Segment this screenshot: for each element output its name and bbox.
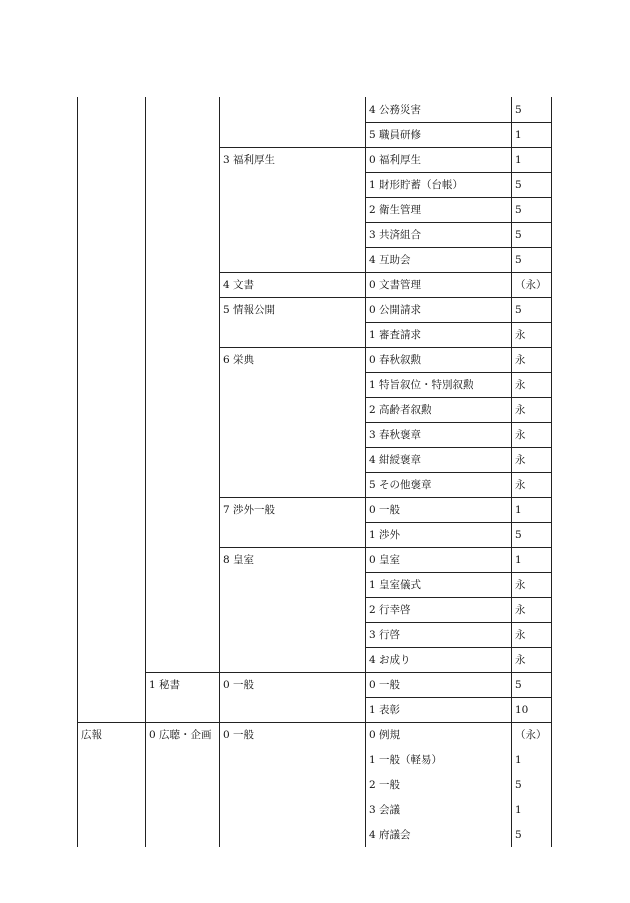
section-cell	[220, 623, 366, 648]
subcategory-cell	[146, 448, 220, 473]
section-cell	[220, 648, 366, 673]
table-row	[78, 748, 552, 773]
category-cell	[78, 123, 146, 148]
section-cell	[220, 123, 366, 148]
section-cell	[220, 398, 366, 423]
subcategory-cell	[146, 298, 220, 323]
table-row	[78, 123, 552, 148]
category-cell	[78, 398, 146, 423]
section-cell: 4 文書	[220, 273, 366, 298]
item-cell: 2 一般	[366, 773, 512, 798]
category-cell	[78, 148, 146, 173]
table-row	[78, 548, 552, 573]
section-cell	[220, 223, 366, 248]
table-row	[78, 473, 552, 498]
table-row	[78, 698, 552, 723]
section-cell	[220, 473, 366, 498]
section-cell	[220, 748, 366, 773]
retention-period-cell: 1	[512, 748, 552, 773]
subcategory-cell	[146, 198, 220, 223]
subcategory-cell	[146, 623, 220, 648]
category-cell	[78, 348, 146, 373]
subcategory-cell	[146, 423, 220, 448]
table-row	[78, 773, 552, 798]
category-cell	[78, 823, 146, 848]
item-cell: 1 特旨叙位・特別叙勲	[366, 373, 512, 398]
table-row	[78, 823, 552, 848]
retention-period-cell: 5	[512, 248, 552, 273]
retention-period-cell: 永	[512, 423, 552, 448]
retention-period-cell: 5	[512, 523, 552, 548]
retention-period-cell: 永	[512, 573, 552, 598]
subcategory-cell	[146, 473, 220, 498]
item-cell: 3 共済組合	[366, 223, 512, 248]
retention-period-cell: 永	[512, 598, 552, 623]
table-row	[78, 723, 552, 748]
table-row	[78, 198, 552, 223]
item-cell: 1 財形貯蓄（台帳）	[366, 173, 512, 198]
section-cell	[220, 523, 366, 548]
section-cell	[220, 98, 366, 123]
item-cell: 1 審査請求	[366, 323, 512, 348]
category-cell	[78, 673, 146, 698]
table-row	[78, 273, 552, 298]
subcategory-cell	[146, 523, 220, 548]
section-cell	[220, 373, 366, 398]
subcategory-cell	[146, 798, 220, 823]
category-cell	[78, 623, 146, 648]
category-cell	[78, 173, 146, 198]
section-cell: 3 福利厚生	[220, 148, 366, 173]
subcategory-cell	[146, 123, 220, 148]
retention-period-cell: 永	[512, 323, 552, 348]
subcategory-cell	[146, 173, 220, 198]
item-cell: 0 公開請求	[366, 298, 512, 323]
table-row	[78, 598, 552, 623]
table-row	[78, 448, 552, 473]
category-cell	[78, 648, 146, 673]
retention-period-cell: 1	[512, 798, 552, 823]
subcategory-cell	[146, 773, 220, 798]
subcategory-cell	[146, 648, 220, 673]
subcategory-cell	[146, 148, 220, 173]
category-cell	[78, 548, 146, 573]
item-cell: 1 表彰	[366, 698, 512, 723]
table-row	[78, 348, 552, 373]
item-cell: 1 一般（軽易）	[366, 748, 512, 773]
item-cell: 1 皇室儀式	[366, 573, 512, 598]
table-row	[78, 173, 552, 198]
section-cell	[220, 198, 366, 223]
item-cell: 0 春秋叙勲	[366, 348, 512, 373]
item-cell: 3 会議	[366, 798, 512, 823]
item-cell: 0 福利厚生	[366, 148, 512, 173]
subcategory-cell	[146, 573, 220, 598]
item-cell: 1 渉外	[366, 523, 512, 548]
retention-period-cell: 10	[512, 698, 552, 723]
table-row	[78, 373, 552, 398]
section-cell	[220, 823, 366, 848]
table-row	[78, 673, 552, 698]
subcategory-cell	[146, 748, 220, 773]
table-row	[78, 323, 552, 348]
section-cell	[220, 248, 366, 273]
retention-period-cell: 1	[512, 123, 552, 148]
category-cell	[78, 773, 146, 798]
section-cell: 6 栄典	[220, 348, 366, 373]
section-cell	[220, 423, 366, 448]
category-cell	[78, 298, 146, 323]
subcategory-cell	[146, 223, 220, 248]
category-cell	[78, 748, 146, 773]
table-row	[78, 573, 552, 598]
item-cell: 0 皇室	[366, 548, 512, 573]
retention-period-cell: 1	[512, 498, 552, 523]
retention-period-cell: 5	[512, 823, 552, 848]
item-cell: 4 互助会	[366, 248, 512, 273]
subcategory-cell	[146, 398, 220, 423]
retention-period-cell: （永）	[512, 273, 552, 298]
subcategory-cell	[146, 98, 220, 123]
category-cell	[78, 523, 146, 548]
subcategory-cell	[146, 373, 220, 398]
section-cell	[220, 448, 366, 473]
section-cell: 7 渉外一般	[220, 498, 366, 523]
subcategory-cell	[146, 323, 220, 348]
category-cell	[78, 473, 146, 498]
table-row	[78, 98, 552, 123]
item-cell: 4 紺綬褒章	[366, 448, 512, 473]
item-cell: 4 お成り	[366, 648, 512, 673]
section-cell	[220, 323, 366, 348]
subcategory-cell: 1 秘書	[146, 673, 220, 698]
item-cell: 5 職員研修	[366, 123, 512, 148]
retention-period-cell: （永）	[512, 723, 552, 748]
table-row	[78, 798, 552, 823]
item-cell: 3 行啓	[366, 623, 512, 648]
section-cell: 0 一般	[220, 723, 366, 748]
subcategory-cell	[146, 498, 220, 523]
item-cell: 0 一般	[366, 673, 512, 698]
subcategory-cell	[146, 823, 220, 848]
section-cell	[220, 773, 366, 798]
subcategory-cell	[146, 348, 220, 373]
retention-schedule-table	[77, 97, 552, 847]
retention-period-cell: 永	[512, 623, 552, 648]
item-cell: 2 行幸啓	[366, 598, 512, 623]
subcategory-cell	[146, 548, 220, 573]
retention-period-cell: 永	[512, 473, 552, 498]
table-row	[78, 398, 552, 423]
category-cell: 広報	[78, 723, 146, 748]
table-body	[78, 98, 552, 848]
category-cell	[78, 273, 146, 298]
category-cell	[78, 373, 146, 398]
retention-period-cell: 5	[512, 173, 552, 198]
category-cell	[78, 598, 146, 623]
category-cell	[78, 798, 146, 823]
section-cell	[220, 798, 366, 823]
subcategory-cell	[146, 248, 220, 273]
category-cell	[78, 223, 146, 248]
retention-period-cell: 永	[512, 448, 552, 473]
table-row	[78, 498, 552, 523]
section-cell	[220, 173, 366, 198]
section-cell	[220, 573, 366, 598]
retention-period-cell: 5	[512, 673, 552, 698]
section-cell	[220, 598, 366, 623]
table-row	[78, 148, 552, 173]
item-cell: 4 公務災害	[366, 98, 512, 123]
table-row	[78, 223, 552, 248]
item-cell: 0 文書管理	[366, 273, 512, 298]
retention-period-cell: 永	[512, 373, 552, 398]
subcategory-cell: 0 広聴・企画	[146, 723, 220, 748]
item-cell: 0 例規	[366, 723, 512, 748]
retention-period-cell: 5	[512, 98, 552, 123]
retention-period-cell: 5	[512, 298, 552, 323]
subcategory-cell	[146, 598, 220, 623]
section-cell: 8 皇室	[220, 548, 366, 573]
retention-period-cell: 1	[512, 148, 552, 173]
item-cell: 5 その他褒章	[366, 473, 512, 498]
category-cell	[78, 423, 146, 448]
table-row	[78, 298, 552, 323]
category-cell	[78, 98, 146, 123]
category-cell	[78, 248, 146, 273]
retention-period-cell: 永	[512, 648, 552, 673]
table-row	[78, 623, 552, 648]
item-cell: 2 高齢者叙勲	[366, 398, 512, 423]
retention-period-cell: 1	[512, 548, 552, 573]
retention-period-cell: 5	[512, 773, 552, 798]
category-cell	[78, 448, 146, 473]
table-row	[78, 423, 552, 448]
retention-period-cell: 5	[512, 223, 552, 248]
section-cell	[220, 698, 366, 723]
category-cell	[78, 698, 146, 723]
table-row	[78, 248, 552, 273]
item-cell: 4 府議会	[366, 823, 512, 848]
retention-period-cell: 永	[512, 348, 552, 373]
category-cell	[78, 498, 146, 523]
table-row	[78, 648, 552, 673]
category-cell	[78, 323, 146, 348]
table-row	[78, 523, 552, 548]
category-cell	[78, 198, 146, 223]
item-cell: 0 一般	[366, 498, 512, 523]
item-cell: 2 衛生管理	[366, 198, 512, 223]
retention-period-cell: 5	[512, 198, 552, 223]
section-cell: 0 一般	[220, 673, 366, 698]
subcategory-cell	[146, 698, 220, 723]
retention-period-cell: 永	[512, 398, 552, 423]
category-cell	[78, 573, 146, 598]
subcategory-cell	[146, 273, 220, 298]
section-cell: 5 情報公開	[220, 298, 366, 323]
item-cell: 3 春秋褒章	[366, 423, 512, 448]
